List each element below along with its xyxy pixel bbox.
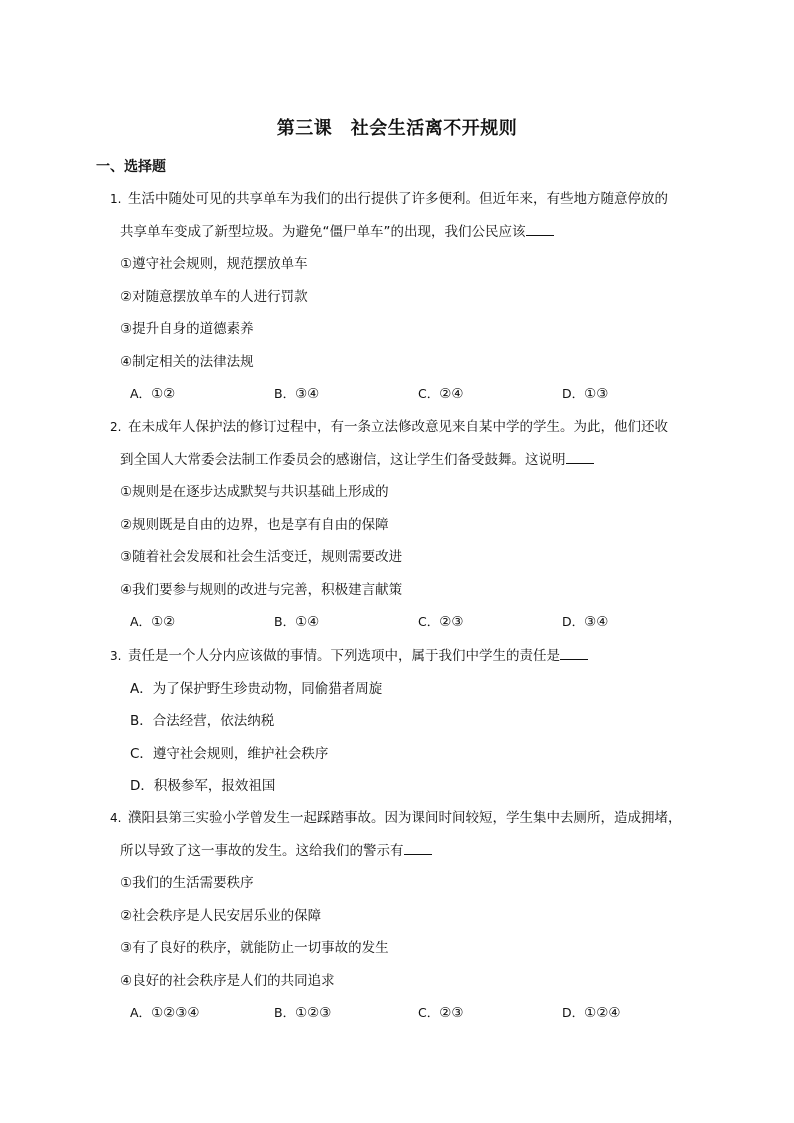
question-4: [110, 802, 710, 1030]
statement-item: ④我们要参与规则的改进与完善，积极建言献策: [120, 581, 403, 598]
choice-d: D．①③: [562, 386, 609, 402]
statement-item: ③提升自身的道德素养: [120, 321, 254, 337]
question-stem-continued: [110, 444, 710, 477]
choice-a: A．①②③④: [130, 1005, 200, 1021]
answer-option: D．积极参军，报效祖国: [130, 778, 276, 794]
question-stem: [110, 183, 710, 216]
choice-c: C．②③: [418, 614, 464, 630]
statement-item: ④良好的社会秩序是人们的共同追求: [120, 972, 335, 989]
question-stem-line: 到全国人大常委会法制工作委员会的感谢信，这让学生们备受鼓舞。这说明: [120, 451, 566, 468]
question-stem-continued: [110, 216, 710, 249]
statement-item: ①我们的生活需要秩序: [120, 875, 254, 891]
statement-item: ②社会秩序是人民安居乐业的保障: [120, 907, 322, 924]
question-number: 2.: [110, 420, 122, 434]
statement-item: ④制定相关的法律法规: [120, 353, 254, 370]
question-stem: [110, 640, 710, 673]
choice-d: D．③④: [562, 614, 609, 630]
statement-item: ①遵守社会规则，规范摆放单车: [120, 256, 308, 272]
choice-b: B．①②③: [274, 1005, 332, 1021]
answer-choices: [110, 606, 710, 639]
question-stem-line: 濮阳县第三实验小学曾发生一起踩踏事故。因为课间时间较短，学生集中去厕所，造成拥堵，: [128, 810, 682, 826]
statement-item: ③有了良好的秩序，就能防止一切事故的发生: [120, 940, 389, 956]
question-stem: [110, 802, 710, 835]
statement-item: ③随着社会发展和社会生活变迁，规则需要改进: [120, 549, 403, 565]
choice-b: B．③④: [274, 386, 320, 402]
statement-item: ①规则是在逐步达成默契与共识基础上形成的: [120, 484, 389, 500]
answer-option: A．为了保护野生珍贵动物，同偷猎者周旋: [130, 680, 383, 697]
question-stem-line: 在未成年人保护法的修订过程中，有一条立法修改意见来自某中学的学生。为此，他们还收: [128, 419, 668, 435]
question-number: 3.: [110, 649, 122, 663]
answer-blank: [404, 840, 432, 855]
choice-a: A．①②: [130, 386, 176, 402]
statement-item: ②对随意摆放单车的人进行罚款: [120, 288, 308, 305]
answer-blank: [566, 449, 594, 464]
answer-blank: [526, 221, 554, 236]
question-1: [110, 183, 710, 411]
question-stem: [110, 411, 710, 444]
question-2: [110, 411, 710, 639]
choice-d: D．①②④: [562, 1005, 621, 1021]
answer-option: B．合法经营，依法纳税: [130, 713, 275, 729]
question-number: 4.: [110, 811, 122, 825]
question-stem-continued: [110, 835, 710, 868]
answer-choices: [110, 378, 710, 411]
answer-choices: [110, 997, 710, 1030]
answer-blank: [560, 645, 588, 660]
section-heading: 一、选择题: [96, 159, 166, 175]
answer-option: C．遵守社会规则，维护社会秩序: [130, 745, 329, 762]
choice-b: B．①④: [274, 614, 320, 630]
choice-c: C．②③: [418, 1005, 464, 1021]
question-stem-line: 共享单车变成了新型垃圾。为避免“僵尸单车”的出现，我们公民应该: [120, 223, 526, 240]
question-stem-line: 所以导致了这一事故的发生。这给我们的警示有: [120, 842, 404, 859]
question-stem-line: 责任是一个人分内应该做的事情。下列选项中，属于我们中学生的责任是: [128, 648, 560, 664]
choice-c: C．②④: [418, 386, 464, 402]
page-title: 第三课 社会生活离不开规则: [276, 118, 518, 139]
question-stem-line: 生活中随处可见的共享单车为我们的出行提供了许多便利。但近年来，有些地方随意停放的: [128, 191, 668, 207]
question-3: [110, 640, 710, 803]
statement-item: ②规则既是自由的边界，也是享有自由的保障: [120, 516, 389, 533]
choice-a: A．①②: [130, 614, 176, 630]
question-number: 1.: [110, 192, 122, 206]
